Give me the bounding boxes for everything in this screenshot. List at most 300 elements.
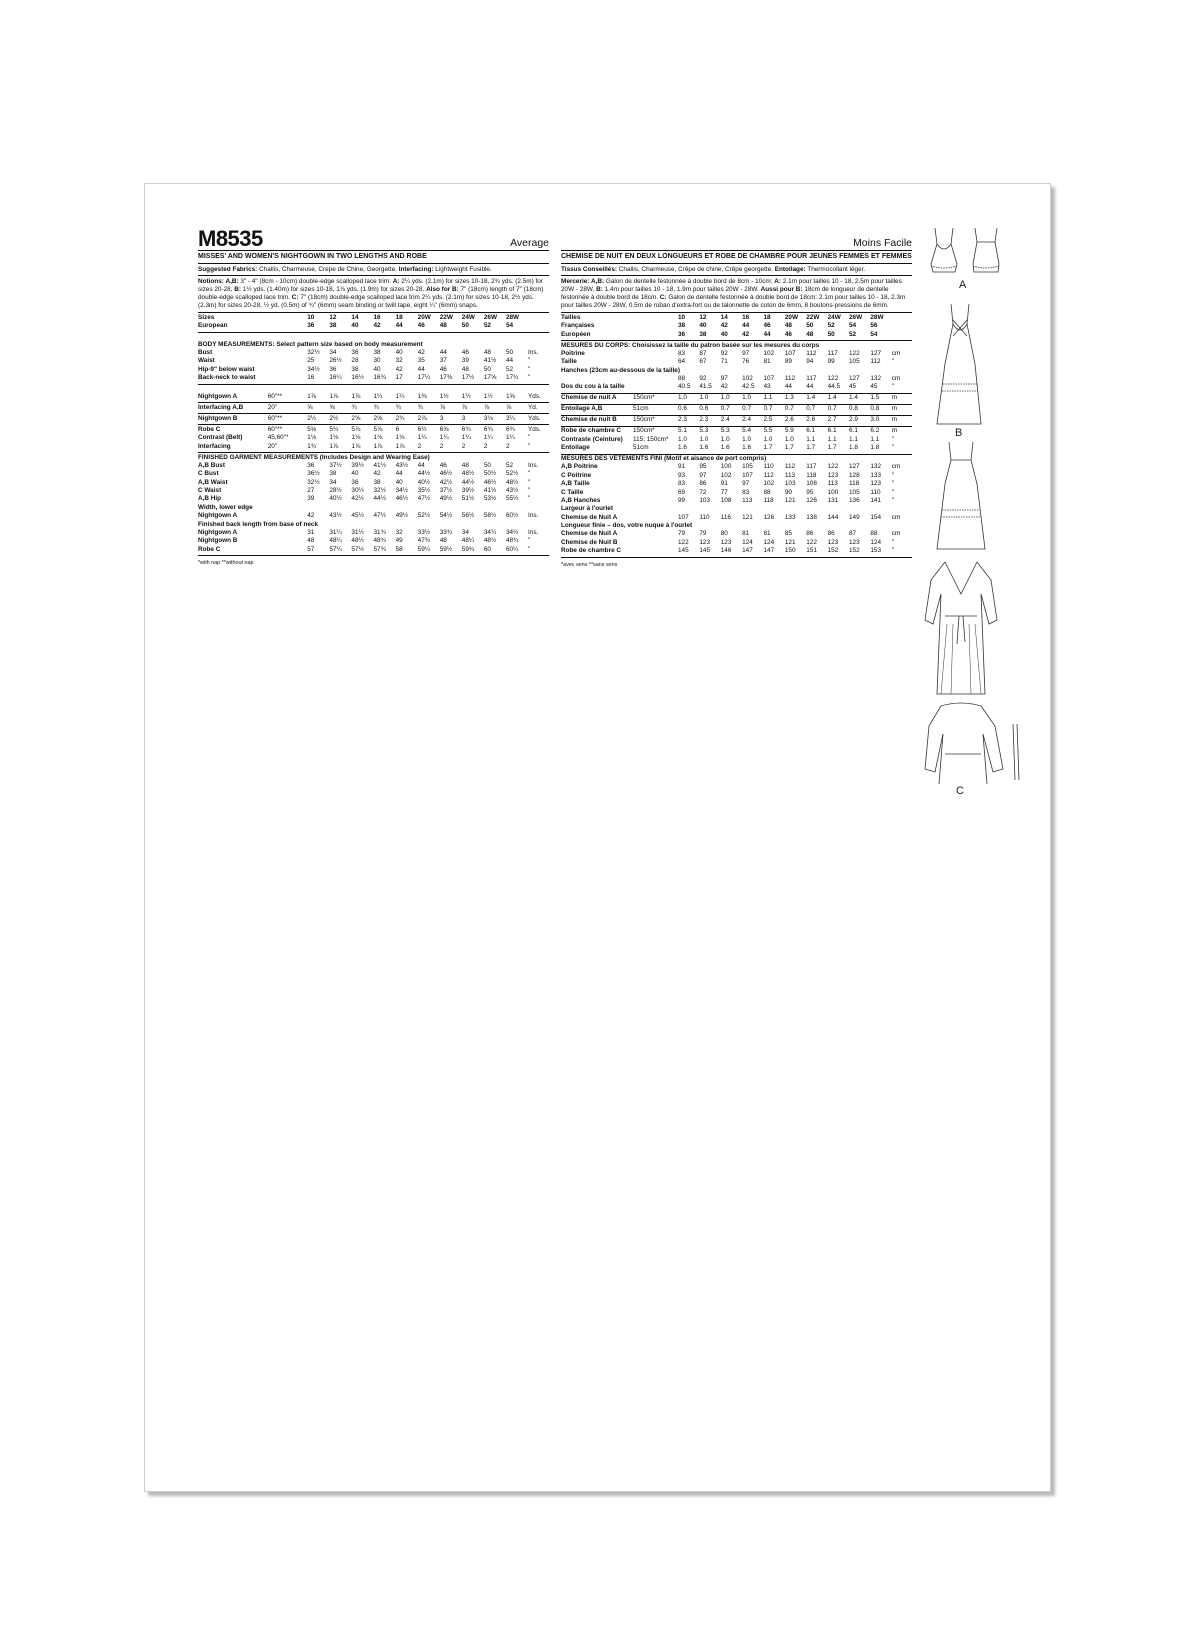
cell-value: 81 [742,530,750,538]
row-label: Finished back length from base of neck [198,520,319,528]
cell-value: 1.8 [849,444,870,454]
fabric-width [633,538,678,546]
cell-value: 3⅛ [484,414,506,425]
row-label: Hanches (23cm au-dessous de la taille) [561,366,680,374]
fabric-width [633,322,678,330]
cell-value: 95 [806,488,814,496]
cell-value: Yds. [528,384,549,403]
interfacing-text: Lightweight Fusible. [435,266,492,273]
notions-view-label: A: [774,278,782,285]
cell-value: 2.6 [785,415,806,426]
cell-value: ⅞ [484,403,506,414]
fabric-width [633,471,678,479]
cell-value: 6¾ [505,425,515,433]
fabric-width: 51cm [633,444,678,454]
cell-value: 60 [484,545,506,555]
cell-value: 1.7 [828,444,849,454]
cell-value: 44 [742,322,750,330]
cell-value: 57¾ [373,545,395,555]
notions-view-label: A: [392,278,400,285]
cell-value: 2 [418,442,440,452]
fabric-width [268,374,308,384]
cell-value: 1.5 [870,393,891,404]
table-row [561,538,912,546]
cell-value [892,330,912,340]
section-title [198,520,549,528]
fabrics-text: Challis, Charmeuse, Crêpe de chine, Crêpe georgette. [618,266,773,273]
cell-value: 110 [763,463,774,471]
cell-value: cm [891,513,901,521]
cell-value: 16 [742,313,750,321]
cell-value: 153 [870,547,891,557]
cell-value: 149 [849,513,860,521]
fabric-width [268,357,308,365]
cell-value: 81 [763,358,771,366]
cell-value: 110 [870,488,881,496]
cell-value: " [528,537,531,545]
cell-value: 1.0 [720,435,730,443]
cell-value: 42 [417,349,425,357]
cell-value: 71 [720,358,728,366]
cell-value: 107 [678,513,689,521]
cell-value: 6¾ [461,425,471,433]
cell-value: 48¼ [329,537,342,545]
yardage-row [561,404,912,415]
cell-value: 1.1 [764,393,785,404]
cell-value: 1⅞ [396,442,418,452]
cell-value: 3 [440,414,462,425]
header-fr [561,228,912,251]
cell-value: 42 [742,330,763,340]
cell-value: " [528,487,531,495]
cell-value: 1⅛ [351,434,361,442]
cell-value: 107 [742,471,753,479]
cell-value: " [528,374,549,384]
notions-text: 1½ yds. (1.40m) for sizes 10-18, 1⅞ yds. (1.9m) for sizes 20-28. [242,286,425,294]
cell-value [892,322,912,330]
cell-value: 44½ [461,478,475,486]
row-label: A,B Hip [198,495,222,503]
cell-value: 33½ [417,528,431,536]
cell-value: 34 [461,528,469,536]
cell-value: 52 [484,322,506,332]
notions-text: 7" (18cm) length of 7" (18cm) double-edge scalloped lace trim. [198,286,544,302]
cell-value: 1.7 [764,444,785,454]
cell-value: 1⅛ [395,434,405,442]
fabric-width [268,537,308,545]
cell-value: 5.1 [678,427,687,435]
cell-value: 40 [351,322,373,332]
cell-value: 88 [870,530,878,538]
cell-value: 40 [395,349,403,357]
cell-value: 124 [742,538,753,546]
interfacing-label: Interfacing: [398,266,434,273]
cell-value: 17½ [462,374,484,384]
cell-value: 2.5 [764,415,785,426]
cell-value: 80 [720,530,728,538]
row-label: Tailles [561,313,581,321]
cell-value: " [891,538,895,546]
cell-value: " [528,470,531,478]
cell-value: 113 [784,471,796,479]
section-title [561,341,912,350]
cell-value: 77 [720,488,728,496]
cell-value: m [892,393,912,404]
cell-value: 37½ [329,461,342,469]
cell-value: m [892,404,912,415]
cell-value: 95 [699,463,707,471]
cell-value: 31¼ [329,528,342,536]
cell-value: cm [891,375,901,382]
cell-value: 32 [395,528,403,536]
cell-value: 17 [396,374,418,384]
cell-value: 2 [462,442,484,452]
cell-value: 14 [351,313,359,321]
cell-value: 40 [373,365,381,373]
cell-value: 1.0 [742,435,752,443]
cell-value: 42 [395,365,403,373]
cell-value: 105 [849,358,860,366]
cell-value: 30½ [351,487,364,495]
cell-value: 6½ [417,425,427,433]
cell-value: 53½ [483,495,497,503]
row-label: FINISHED GARMENT MEASUREMENTS (Includes Design and Wearing Ease) [198,453,430,461]
cell-value: 59¼ [418,545,440,555]
cell-value: 6 [395,425,400,433]
cell-value: 18 [763,313,771,321]
cell-value: 51½ [461,495,475,503]
yardage-row [198,403,549,414]
cell-value: 112 [784,463,796,471]
cell-value: 52 [849,330,870,340]
row-label: Taille [561,358,577,366]
cell-value: 44 [785,383,806,393]
cell-value: 43½ [505,487,519,495]
cell-value: 44 [417,461,425,469]
cell-value: 5.4 [742,427,752,435]
cell-value: ⅞ [440,403,462,414]
cell-value: 48 [806,330,827,340]
cell-value: 44½ [373,495,386,503]
cell-value: 27 [307,487,315,495]
cell-value: 48 [461,365,469,373]
cell-value: 136 [849,496,860,504]
cell-value: 44 [505,357,514,365]
cell-value: 76 [742,358,750,366]
cell-value: 72 [699,488,707,496]
cell-value: 146 [721,547,742,557]
cell-value: 88 [763,488,771,496]
cell-value: 45 [870,383,891,393]
cell-value: 1¼ [396,384,418,403]
cell-value: 52 [505,365,514,373]
cell-value: 39½ [461,487,475,495]
cell-value: 103 [699,496,711,504]
row-label: Poitrine [561,349,585,357]
cell-value: 122 [827,375,839,382]
row-label: Waist [198,357,215,365]
cell-value: ⅞ [462,403,484,414]
cell-value: 83 [678,349,686,357]
cell-value: 35½ [417,487,431,495]
table-row [198,478,549,486]
cell-value: " [892,444,912,454]
cell-value: 102 [763,480,775,488]
cell-value: 1.6 [721,444,742,454]
cell-value: 2⅝ [351,414,373,425]
cell-value: 81 [763,530,771,538]
cell-value: 2 [484,442,506,452]
cell-value: 50 [462,322,484,332]
french-sizes-row [561,322,912,330]
cell-value: 69 [678,488,686,496]
notions-block-fr [561,278,912,313]
cell-value: Yds. [528,414,549,425]
cell-value: 150 [785,547,806,557]
cell-value: 42 [721,383,742,393]
cell-value: " [891,471,895,479]
interfacing-label: Entoilage: [774,266,806,273]
cell-value: 1⅞ [329,384,351,403]
notions-view-label: B: [596,286,603,294]
pattern-title-fr: CHEMISE DE NUIT EN DEUX LONGUEURS ET ROBE DE CHAMBRE POUR JEUNES FEMMES ET FEMMES [561,253,912,264]
cell-value: 124 [870,538,882,546]
cell-value: 50 [505,349,514,357]
cell-value: 54 [849,322,857,330]
cell-value: 39 [307,495,315,503]
cell-value: Ins. [528,349,539,357]
footnote-fr: *avec sens **sans sens [561,561,618,568]
fabric-width: 51cm [633,404,678,415]
cell-value: 43½ [395,461,409,469]
row-label: Chemise de nuit A [561,393,633,404]
cell-value: 34 [329,349,337,357]
row-label: MESURES DU CORPS: Choisissez la taille du patron basée sur les mesures du corps [561,341,820,349]
row-label: Width, lower edge [198,503,253,511]
cell-value: 44 [395,470,403,478]
difficulty-level: Average [510,237,549,249]
fabric-width [633,530,678,538]
cell-value: 1.4 [849,393,870,404]
cell-value: 26W [849,313,863,321]
cell-value: 1.1 [870,435,880,443]
cell-value: Yd. [528,403,549,414]
table-row [198,537,549,545]
view-label-b: B [955,427,963,439]
cell-value: ¾ [396,403,418,414]
table-row [198,470,549,478]
cell-value: 127 [849,375,860,382]
cell-value: 1.6 [742,444,763,454]
cell-value: 127 [870,349,882,357]
yardage-row [198,425,549,434]
cell-value: 108 [806,480,817,488]
cell-value [892,313,912,321]
yardage-row [561,426,912,435]
row-label: Interfacing [198,442,268,452]
cell-value: 17¼ [418,374,440,384]
cell-value: 39½ [351,461,364,469]
cell-value: 32½ [307,478,320,486]
cell-value: ¾ [351,403,373,414]
cell-value: 38 [373,349,381,357]
cell-value: 112 [784,375,796,382]
table-row [561,471,912,479]
cell-value: 42 [307,512,315,520]
cell-value: 112 [870,358,881,366]
yardage-row [561,415,912,426]
table-row [561,488,912,496]
row-label: Robe C [198,425,221,433]
cell-value: 0.6 [678,404,699,415]
sizes-row [561,313,912,321]
cell-value: 67 [699,358,707,366]
table-row [561,547,912,557]
fabric-width [268,349,308,357]
cell-value: 16½ [351,374,373,384]
cell-value: 40½ [329,495,342,503]
cell-value: 46 [439,461,447,469]
cell-value: 38 [329,322,351,332]
cell-value: 88 [678,375,686,382]
cell-value: 32½ [307,349,320,357]
cell-value: 41½ [483,357,497,365]
cell-value: 46 [418,322,440,332]
cell-value: 1.7 [785,444,806,454]
cell-value: " [891,480,895,488]
sizes-row [198,313,549,321]
fabric-width [633,349,678,357]
cell-value: 1¼ [373,384,395,403]
cell-value: 48½ [351,537,364,545]
cell-value: 38 [678,322,686,330]
cell-value: 1.8 [870,444,891,454]
row-label: A,B Hanches [561,496,601,504]
fabric-width [633,358,678,366]
view-a-drawing [931,228,999,272]
cell-value: " [528,495,531,503]
cell-value: 123 [827,471,839,479]
cell-value: 2.4 [721,415,742,426]
cell-value: 52½ [505,470,519,478]
cell-value: 6.1 [806,427,816,435]
table-row [198,495,549,503]
row-label: Bust [198,349,213,357]
cell-value: 87 [699,349,707,357]
cell-value: 36 [329,365,337,373]
cell-value: 1⅞ [373,442,395,452]
cell-value: 33¾ [439,528,453,536]
cell-value: " [892,547,912,557]
notions-view-label: Aussi pour B: [760,286,803,294]
fabric-width [268,462,308,470]
notions-view-label: C: [291,294,299,302]
row-label: A,B Waist [198,478,228,486]
fabric-width [633,463,678,471]
cell-value: 50½ [483,470,497,478]
table-row [561,375,912,383]
notions-label: Mercerie: A,B: [561,278,605,285]
pattern-title: MISSES' AND WOMEN'S NIGHTGOWN IN TWO LENGTHS AND ROBE [198,253,549,264]
cell-value: 1½ [440,384,462,403]
fabric-width [633,313,678,321]
cell-value: 5⅝ [307,425,317,433]
cell-value: 38 [329,470,337,478]
fabric-width [268,322,308,332]
table-row [198,512,549,520]
cell-value: " [891,496,895,504]
cell-value: 47¾ [417,537,431,545]
difficulty-level-fr: Moins Facile [853,237,912,249]
cell-value: 6.1 [849,427,858,435]
table-row [561,497,912,505]
footnote: *with nap **without nap [198,560,254,567]
cell-value: 24W [827,313,841,321]
cell-value: 1¾ [307,442,329,452]
cell-value: 85 [784,530,792,538]
row-label: Chemise de nuit B [561,415,633,426]
cell-value: 26W [483,313,498,321]
table-row [561,513,912,521]
cell-value: 1⅞ [351,442,373,452]
table-row [561,358,912,366]
cell-value: 3.0 [870,415,891,426]
cell-value: 117 [806,463,817,471]
cell-value: 47½ [373,512,386,520]
notions-view-label: B: [234,286,241,294]
cell-value: 86 [699,480,707,488]
fabric-width [268,545,308,555]
cell-value: 46½ [483,478,497,486]
cell-value: Yds. [528,425,541,433]
cell-value: 1⅛ [373,434,383,442]
view-label-c: C [956,785,964,797]
cell-value: 0.7 [806,404,827,415]
fabric-width [268,487,308,495]
cell-value: 1.1 [806,435,816,443]
cell-value: 45 [849,383,870,393]
cell-value: 121 [784,538,796,546]
cell-value: 40 [351,470,359,478]
cell-value: Ins. [528,461,539,469]
cell-value: 40 [395,478,403,486]
cell-value: 152 [849,547,870,557]
cell-value: 1⅞ [329,442,351,452]
fabrics-line-fr [561,266,912,276]
cell-value: 6⅝ [439,425,449,433]
cell-value: 16¾ [373,374,395,384]
cell-value: 60¼ [506,545,528,555]
fabric-width [633,383,678,393]
cell-value: 35 [417,357,425,365]
cell-value: 56 [870,322,878,330]
cell-value: 5¾ [329,425,339,433]
cell-value: 38 [373,478,381,486]
measurement-table-fr [561,313,912,557]
fabric-width [633,513,678,521]
cell-value: 50 [828,330,849,340]
cell-value: 83 [742,488,750,496]
fabric-width [268,529,308,537]
fabric-width [268,365,308,373]
cell-value: 42.5 [742,383,763,393]
fabric-width [633,497,678,505]
cell-value: 17⅝ [484,374,506,384]
cell-value: 46½ [439,470,453,478]
row-label: C Taille [561,488,584,496]
cell-value: 87 [849,530,857,538]
row-label: Contraste (Ceinture) [561,435,623,443]
